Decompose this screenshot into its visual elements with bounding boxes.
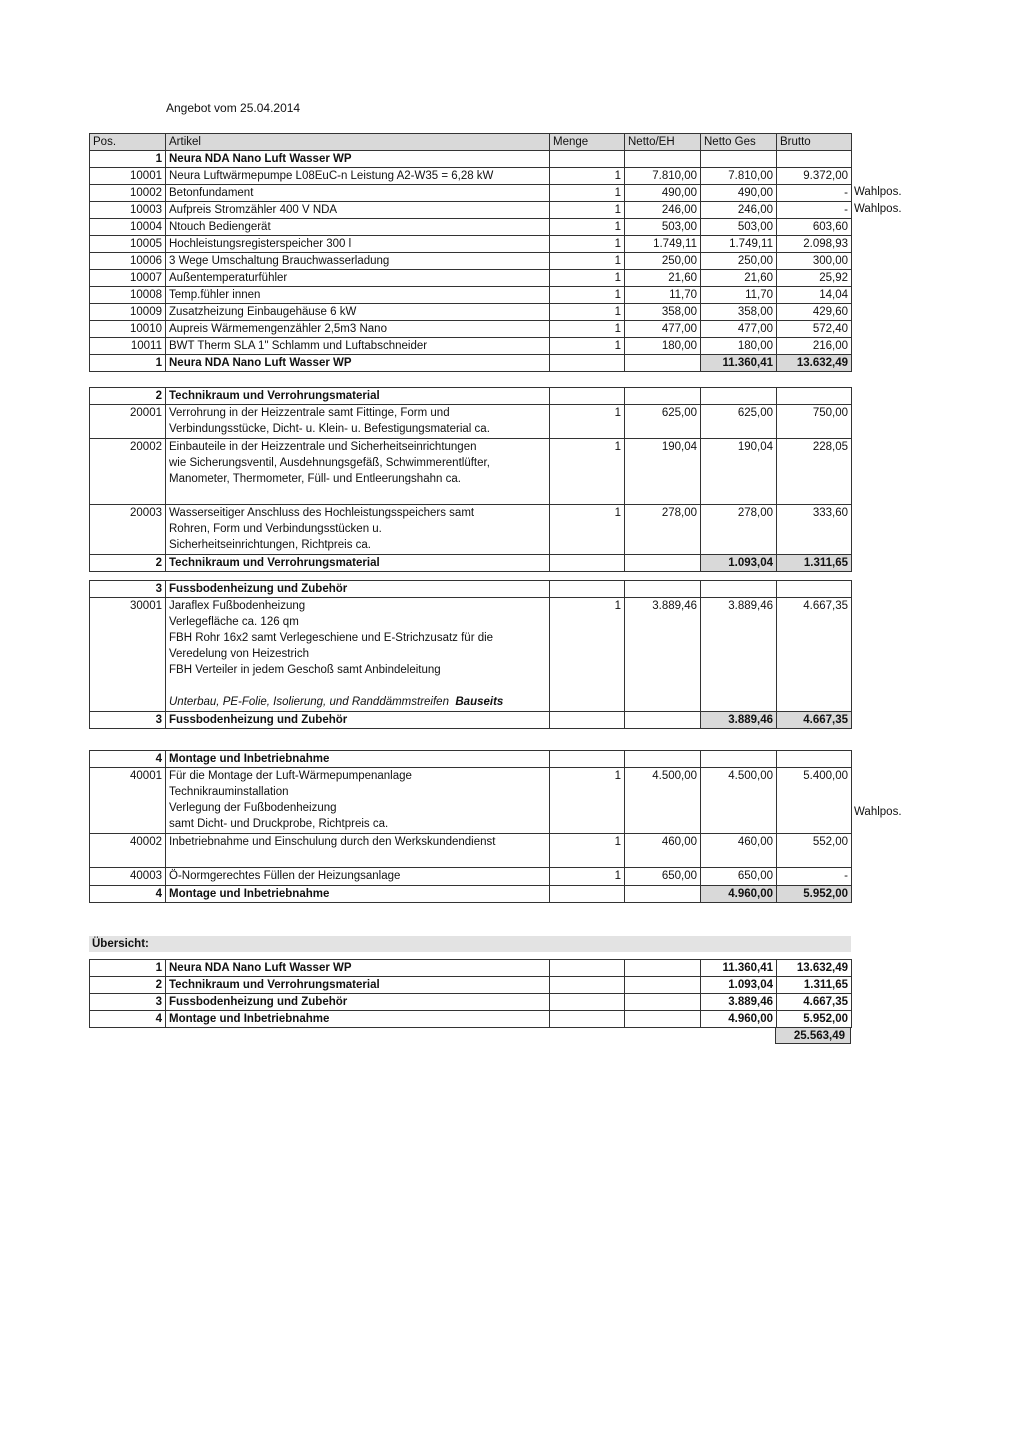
section-title: Technikraum und Verrohrungsmaterial — [166, 388, 550, 405]
section-4-table — [89, 750, 852, 903]
item-brutto: 216,00 — [777, 338, 852, 355]
overview-row — [90, 994, 852, 1011]
item-netto-ges: 250,00 — [701, 253, 777, 270]
item-pos: 10005 — [90, 236, 166, 253]
item-pos: 40003 — [90, 868, 166, 886]
table-row — [90, 185, 852, 202]
item-menge: 1 — [550, 834, 625, 868]
section-title-row — [90, 581, 852, 598]
item-menge: 1 — [550, 405, 625, 439]
section-pos: 1 — [90, 355, 166, 372]
item-netto-eh: 278,00 — [625, 505, 701, 555]
item-menge: 1 — [550, 598, 625, 712]
table-row — [90, 219, 852, 236]
item-netto-ges: 21,60 — [701, 270, 777, 287]
item-line: Sicherheitseinrichtungen, Richtpreis ca. — [169, 539, 371, 551]
section-pos: 4 — [90, 751, 166, 768]
item-line: Rohren, Form und Verbindungsstücken u. — [169, 523, 382, 535]
overview-brutto: 5.952,00 — [777, 1011, 852, 1028]
item-menge: 1 — [550, 287, 625, 304]
item-netto-ges: 1.749,11 — [701, 236, 777, 253]
header-netto-eh: Netto/EH — [625, 134, 701, 151]
item-menge: 1 — [550, 338, 625, 355]
item-line: Verlegefläche ca. 126 qm — [169, 616, 299, 628]
overview-netto: 3.889,46 — [701, 994, 777, 1011]
item-brutto: 429,60 — [777, 304, 852, 321]
item-netto-eh: 180,00 — [625, 338, 701, 355]
overview-netto: 1.093,04 — [701, 977, 777, 994]
item-artikel — [166, 868, 550, 886]
item-artikel — [166, 598, 550, 712]
sum-netto: 11.360,41 — [701, 355, 777, 372]
item-brutto: - — [777, 868, 852, 886]
overview-pos: 2 — [90, 977, 166, 994]
section-title-row — [90, 388, 852, 405]
item-brutto: 572,40 — [777, 321, 852, 338]
item-pos: 40002 — [90, 834, 166, 868]
item-brutto: - — [777, 185, 852, 202]
section-pos: 2 — [90, 555, 166, 572]
item-line: wie Sicherungsventil, Ausdehnungsgefäß, Schwimmerentlüfter, — [169, 457, 490, 469]
overview-brutto: 1.311,65 — [777, 977, 852, 994]
item-netto-ges: 490,00 — [701, 185, 777, 202]
sum-netto: 1.093,04 — [701, 555, 777, 572]
section-title: Neura NDA Nano Luft Wasser WP — [166, 151, 550, 168]
overview-title: Fussbodenheizung und Zubehör — [166, 994, 550, 1011]
item-line: samt Dicht- und Druckprobe, Richtpreis ca. — [169, 818, 389, 830]
item-menge: 1 — [550, 270, 625, 287]
section-title: Fussbodenheizung und Zubehör — [166, 581, 550, 598]
wahlpos-note: Wahlpos. — [854, 202, 902, 215]
overview-title: Technikraum und Verrohrungsmaterial — [166, 977, 550, 994]
item-netto-eh: 1.749,11 — [625, 236, 701, 253]
item-netto-eh: 21,60 — [625, 270, 701, 287]
item-pos: 10001 — [90, 168, 166, 185]
table-row — [90, 505, 852, 555]
section-1-table — [89, 133, 852, 372]
item-netto-ges: 358,00 — [701, 304, 777, 321]
section-title-row — [90, 151, 852, 168]
item-netto-ges: 246,00 — [701, 202, 777, 219]
item-netto-ges: 503,00 — [701, 219, 777, 236]
item-brutto: 228,05 — [777, 439, 852, 505]
item-netto-eh: 477,00 — [625, 321, 701, 338]
item-menge: 1 — [550, 304, 625, 321]
sum-brutto: 5.952,00 — [777, 886, 852, 903]
sum-netto: 3.889,46 — [701, 712, 777, 729]
section-title: Fussbodenheizung und Zubehör — [166, 712, 550, 729]
section-title: Neura NDA Nano Luft Wasser WP — [166, 355, 550, 372]
table-header-row — [90, 134, 852, 151]
item-netto-eh: 650,00 — [625, 868, 701, 886]
item-artikel: Betonfundament — [166, 185, 550, 202]
item-netto-ges: 278,00 — [701, 505, 777, 555]
item-brutto: 14,04 — [777, 287, 852, 304]
overview-pos: 1 — [90, 960, 166, 977]
overview-row — [90, 977, 852, 994]
table-row — [90, 405, 852, 439]
item-line: Veredelung von Heizestrich — [169, 648, 309, 660]
item-artikel — [166, 405, 550, 439]
section-title: Technikraum und Verrohrungsmaterial — [166, 555, 550, 572]
item-pos: 20003 — [90, 505, 166, 555]
item-menge: 1 — [550, 168, 625, 185]
table-row — [90, 202, 852, 219]
table-row — [90, 768, 852, 834]
section-sum-row — [90, 712, 852, 729]
item-line: Verlegung der Fußbodenheizung — [169, 802, 337, 814]
item-line: Einbauteile in der Heizzentrale und Sicherheitseinrichtungen — [169, 441, 477, 453]
item-menge: 1 — [550, 768, 625, 834]
item-menge: 1 — [550, 505, 625, 555]
item-italic-bold: Bauseits — [455, 696, 504, 708]
section-title: Montage und Inbetriebnahme — [166, 886, 550, 903]
item-line: Technikrauminstallation — [169, 786, 289, 798]
item-brutto: 2.098,93 — [777, 236, 852, 253]
item-italic-note: Unterbau, PE-Folie, Isolierung, und Randdämmstreifen — [169, 696, 449, 708]
header-artikel: Artikel — [166, 134, 550, 151]
item-brutto: - — [777, 202, 852, 219]
item-artikel: Zusatzheizung Einbaugehäuse 6 kW — [166, 304, 550, 321]
item-brutto: 603,60 — [777, 219, 852, 236]
overview-netto: 4.960,00 — [701, 1011, 777, 1028]
item-netto-eh: 190,04 — [625, 439, 701, 505]
item-brutto: 25,92 — [777, 270, 852, 287]
item-line: Verbindungsstücke, Dicht- u. Klein- u. Befestigungsmaterial ca. — [169, 423, 490, 435]
item-artikel: Außentemperaturfühler — [166, 270, 550, 287]
wahlpos-note: Wahlpos. — [854, 185, 902, 198]
section-pos: 1 — [90, 151, 166, 168]
header-brutto: Brutto — [777, 134, 852, 151]
item-artikel: Ntouch Bediengerät — [166, 219, 550, 236]
item-artikel — [166, 768, 550, 834]
overview-empty — [625, 977, 701, 994]
table-row — [90, 868, 852, 886]
item-line: FBH Rohr 16x2 samt Verlegeschiene und E-Strichzusatz für die — [169, 632, 494, 644]
item-pos: 10009 — [90, 304, 166, 321]
table-row — [90, 270, 852, 287]
item-pos: 10004 — [90, 219, 166, 236]
item-netto-ges: 180,00 — [701, 338, 777, 355]
item-netto-eh: 4.500,00 — [625, 768, 701, 834]
overview-brutto: 4.667,35 — [777, 994, 852, 1011]
item-menge: 1 — [550, 202, 625, 219]
item-netto-eh: 358,00 — [625, 304, 701, 321]
overview-row — [90, 960, 852, 977]
table-row — [90, 236, 852, 253]
item-line: Manometer, Thermometer, Füll- und Entleerungshahn ca. — [169, 473, 461, 485]
table-row — [90, 253, 852, 270]
table-row — [90, 338, 852, 355]
offer-date: Angebot vom 25.04.2014 — [166, 101, 301, 115]
grand-total: 25.563,49 — [775, 1027, 851, 1044]
header-pos: Pos. — [90, 134, 166, 151]
table-row — [90, 321, 852, 338]
item-netto-eh: 490,00 — [625, 185, 701, 202]
item-netto-eh: 503,00 — [625, 219, 701, 236]
section-sum-row — [90, 555, 852, 572]
item-line: Für die Montage der Luft-Wärmepumpenanlage — [169, 770, 412, 782]
overview-brutto: 13.632,49 — [777, 960, 852, 977]
item-line: Wasserseitiger Anschluss des Hochleistungsspeichers samt — [169, 507, 475, 519]
item-pos: 10006 — [90, 253, 166, 270]
item-artikel — [166, 439, 550, 505]
overview-row — [90, 1011, 852, 1028]
overview-label: Übersicht: — [89, 936, 851, 952]
item-artikel: BWT Therm SLA 1" Schlamm und Luftabschneider — [166, 338, 550, 355]
item-netto-eh: 625,00 — [625, 405, 701, 439]
item-line: Jaraflex Fußbodenheizung — [169, 600, 306, 612]
section-title: Montage und Inbetriebnahme — [166, 751, 550, 768]
item-pos: 10011 — [90, 338, 166, 355]
table-row — [90, 304, 852, 321]
table-row — [90, 168, 852, 185]
overview-empty — [625, 994, 701, 1011]
overview-empty — [550, 960, 625, 977]
item-netto-eh: 250,00 — [625, 253, 701, 270]
item-netto-eh: 460,00 — [625, 834, 701, 868]
item-netto-ges: 477,00 — [701, 321, 777, 338]
item-menge: 1 — [550, 185, 625, 202]
overview-empty — [550, 1011, 625, 1028]
item-brutto: 4.667,35 — [777, 598, 852, 712]
item-pos: 10010 — [90, 321, 166, 338]
item-artikel: Neura Luftwärmepumpe L08EuC-n Leistung A2-W35 = 6,28 kW — [166, 168, 550, 185]
item-line: Inbetriebnahme und Einschulung durch den Werkskundendienst — [169, 836, 496, 848]
overview-empty — [625, 960, 701, 977]
item-artikel: Temp.fühler innen — [166, 287, 550, 304]
item-artikel: Aupreis Wärmemengenzähler 2,5m3 Nano — [166, 321, 550, 338]
section-sum-row — [90, 355, 852, 372]
item-brutto: 333,60 — [777, 505, 852, 555]
item-netto-ges: 11,70 — [701, 287, 777, 304]
item-artikel: Hochleistungsregisterspeicher 300 l — [166, 236, 550, 253]
item-menge: 1 — [550, 236, 625, 253]
sum-brutto: 13.632,49 — [777, 355, 852, 372]
item-pos: 10002 — [90, 185, 166, 202]
item-brutto: 750,00 — [777, 405, 852, 439]
item-artikel: Aufpreis Stromzähler 400 V NDA — [166, 202, 550, 219]
table-row — [90, 598, 852, 712]
section-pos: 3 — [90, 712, 166, 729]
item-pos: 20001 — [90, 405, 166, 439]
sum-netto: 4.960,00 — [701, 886, 777, 903]
item-brutto: 5.400,00 — [777, 768, 852, 834]
item-brutto: 552,00 — [777, 834, 852, 868]
item-netto-eh: 246,00 — [625, 202, 701, 219]
item-netto-ges: 650,00 — [701, 868, 777, 886]
item-menge: 1 — [550, 439, 625, 505]
overview-pos: 3 — [90, 994, 166, 1011]
item-netto-eh: 11,70 — [625, 287, 701, 304]
item-netto-ges: 3.889,46 — [701, 598, 777, 712]
item-menge: 1 — [550, 253, 625, 270]
item-artikel — [166, 505, 550, 555]
item-artikel — [166, 834, 550, 868]
item-menge: 1 — [550, 219, 625, 236]
table-row — [90, 287, 852, 304]
overview-pos: 4 — [90, 1011, 166, 1028]
item-netto-eh: 7.810,00 — [625, 168, 701, 185]
item-line: Ö-Normgerechtes Füllen der Heizungsanlage — [169, 870, 401, 882]
table-row — [90, 439, 852, 505]
item-pos: 20002 — [90, 439, 166, 505]
item-netto-ges: 7.810,00 — [701, 168, 777, 185]
section-2-table — [89, 387, 852, 572]
section-3-table — [89, 580, 852, 729]
item-pos: 30001 — [90, 598, 166, 712]
item-netto-ges: 625,00 — [701, 405, 777, 439]
section-pos: 3 — [90, 581, 166, 598]
item-pos: 10003 — [90, 202, 166, 219]
section-pos: 4 — [90, 886, 166, 903]
item-brutto: 9.372,00 — [777, 168, 852, 185]
overview-empty — [550, 994, 625, 1011]
overview-empty — [625, 1011, 701, 1028]
item-netto-ges: 190,04 — [701, 439, 777, 505]
header-netto-ges: Netto Ges — [701, 134, 777, 151]
section-pos: 2 — [90, 388, 166, 405]
sum-brutto: 1.311,65 — [777, 555, 852, 572]
sum-brutto: 4.667,35 — [777, 712, 852, 729]
item-line: Verrohrung in der Heizzentrale samt Fittinge, Form und — [169, 407, 450, 419]
item-menge: 1 — [550, 321, 625, 338]
item-brutto: 300,00 — [777, 253, 852, 270]
overview-title: Neura NDA Nano Luft Wasser WP — [166, 960, 550, 977]
item-artikel: 3 Wege Umschaltung Brauchwasserladung — [166, 253, 550, 270]
item-pos: 10008 — [90, 287, 166, 304]
item-pos: 40001 — [90, 768, 166, 834]
wahlpos-note: Wahlpos. — [854, 805, 902, 818]
overview-netto: 11.360,41 — [701, 960, 777, 977]
table-row — [90, 834, 852, 868]
section-title-row — [90, 751, 852, 768]
section-sum-row — [90, 886, 852, 903]
overview-title: Montage und Inbetriebnahme — [166, 1011, 550, 1028]
overview-table — [89, 959, 852, 1028]
item-netto-eh: 3.889,46 — [625, 598, 701, 712]
overview-empty — [550, 977, 625, 994]
item-pos: 10007 — [90, 270, 166, 287]
item-menge: 1 — [550, 868, 625, 886]
item-netto-ges: 460,00 — [701, 834, 777, 868]
item-line: FBH Verteiler in jedem Geschoß samt Anbindeleitung — [169, 664, 441, 676]
header-menge: Menge — [550, 134, 625, 151]
item-netto-ges: 4.500,00 — [701, 768, 777, 834]
